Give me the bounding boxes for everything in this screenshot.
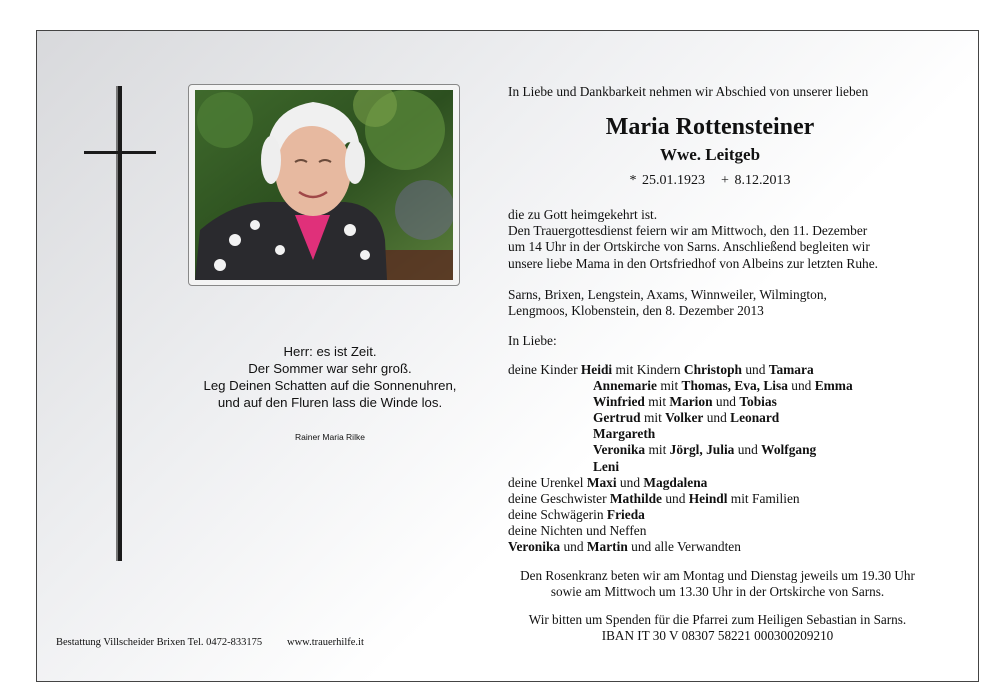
relative-name: Maxi	[586, 474, 617, 490]
relative-line	[508, 507, 853, 523]
in-liebe-heading: In Liebe:	[508, 333, 557, 348]
funeral-line: unsere liebe Mama in den Ortsfriedhof von Albeins zur letzten Ruhe.	[508, 255, 878, 271]
relative-text: mit	[644, 394, 670, 410]
relative-text: mit	[640, 410, 666, 426]
relative-line	[508, 410, 853, 426]
life-dates	[500, 173, 920, 189]
relative-name: Magdalena	[643, 474, 708, 490]
relative-text: deine Nichten und Neffen	[508, 522, 647, 538]
portrait-photo	[188, 84, 460, 286]
relative-text: und	[703, 410, 731, 426]
relatives-list	[508, 362, 853, 555]
relative-text: und	[560, 539, 587, 555]
poem-author: Rainer Maria Rilke	[295, 432, 365, 442]
cross-icon	[118, 86, 122, 561]
poem	[190, 343, 470, 411]
birth-date: * 25.01.1923	[629, 173, 706, 188]
relative-line	[508, 539, 853, 555]
funeral-line: um 14 Uhr in der Ortskirche von Sarns. Anschließend begleiten wir	[508, 239, 870, 255]
widow-name: Wwe. Leitgeb	[659, 145, 761, 164]
poem-line: Leg Deinen Schatten auf die Sonnenuhren,	[203, 378, 457, 393]
relative-line	[508, 394, 853, 410]
relative-text: und	[661, 490, 689, 506]
place-date-text	[508, 287, 827, 319]
donation-line: Wir bitten um Spenden für die Pfarrei zum Heiligen Sebastian in Sarns.	[528, 612, 907, 627]
relative-line	[508, 442, 853, 458]
relative-text: und	[712, 394, 740, 410]
relative-name: Emma	[814, 378, 853, 394]
place-line: Lengmoos, Klobenstein, den 8. Dezember 2013	[508, 303, 764, 319]
portrait-image	[195, 90, 453, 280]
relative-text: mit Familien	[727, 490, 800, 506]
relative-text: deine Geschwister	[508, 490, 610, 506]
relative-name: Gertrud	[593, 410, 641, 426]
relative-name: Veronika	[593, 442, 646, 458]
relative-name: Leni	[593, 458, 620, 474]
relative-line	[508, 362, 853, 378]
deceased-name: Maria Rottensteiner	[605, 114, 815, 140]
relative-line	[508, 475, 853, 491]
relative-text: mit	[645, 442, 670, 458]
relative-name: Tobias	[739, 394, 777, 410]
relative-text: mit Kindern	[612, 362, 684, 377]
relative-name: Thomas, Eva, Lisa	[681, 378, 788, 394]
relative-name: Tamara	[768, 362, 814, 377]
relative-text: deine Urenkel	[508, 474, 587, 490]
intro-text: In Liebe und Dankbarkeit nehmen wir Abschied von unserer lieben	[508, 84, 869, 99]
funeral-line: Den Trauergottesdienst feiern wir am Mittwoch, den 11. Dezember	[508, 223, 868, 239]
relative-name: Frieda	[606, 506, 645, 522]
relative-name: Marion	[669, 394, 713, 410]
relative-text: deine Schwägerin	[508, 506, 607, 522]
relative-name: Annemarie	[593, 378, 657, 394]
relative-name: Winfried	[593, 394, 645, 410]
rosary-line: sowie am Mittwoch um 13.30 Uhr in der Ortskirche von Sarns.	[550, 584, 885, 599]
funeral-line: die zu Gott heimgekehrt ist.	[508, 207, 658, 222]
relative-name: Volker	[665, 410, 704, 426]
relative-text: und alle Verwandten	[627, 539, 741, 555]
poem-line: Der Sommer war sehr groß.	[248, 361, 412, 376]
relative-name: Leonard	[730, 410, 780, 426]
relative-name: Christoph	[683, 362, 742, 377]
iban-line: IBAN IT 30 V 08307 58221 000300209210	[601, 628, 834, 643]
relative-line	[508, 426, 853, 442]
death-date: + 8.12.2013	[721, 173, 791, 188]
relative-name: Heindl	[688, 490, 728, 506]
relative-name: Veronika	[508, 539, 561, 555]
undertaker-info: Bestattung Villscheider Brixen Tel. 0472-833175	[56, 637, 263, 648]
relative-text: und	[616, 474, 644, 490]
relative-text: deine Kinder	[508, 362, 581, 377]
poem-line: und auf den Fluren lass die Winde los.	[217, 395, 443, 410]
relative-line	[508, 523, 853, 539]
rosary-line: Den Rosenkranz beten wir am Montag und Dienstag jeweils um 19.30 Uhr	[520, 568, 915, 583]
relative-name: Wolfgang	[761, 442, 817, 458]
website-link[interactable]: www.trauerhilfe.it	[287, 637, 364, 648]
relative-line	[508, 459, 853, 475]
relative-name: Margareth	[593, 426, 656, 442]
poem-line: Herr: es ist Zeit.	[283, 344, 377, 359]
relative-text: und	[787, 378, 815, 394]
funeral-text	[508, 207, 878, 272]
relative-line	[508, 491, 853, 507]
cross-beam	[84, 151, 156, 154]
rosary-info	[500, 568, 935, 600]
relative-line	[508, 378, 853, 394]
donation-info	[500, 612, 935, 644]
relative-name: Jörgl, Julia	[669, 442, 735, 458]
relative-name: Mathilde	[609, 490, 662, 506]
relative-name: Martin	[586, 539, 628, 555]
relative-name: Heidi	[580, 362, 613, 377]
relative-text: mit	[656, 378, 682, 394]
relative-text: und	[741, 362, 769, 377]
place-line: Sarns, Brixen, Lengstein, Axams, Winnweiler, Wilmington,	[508, 287, 827, 302]
relative-text: und	[734, 442, 762, 458]
